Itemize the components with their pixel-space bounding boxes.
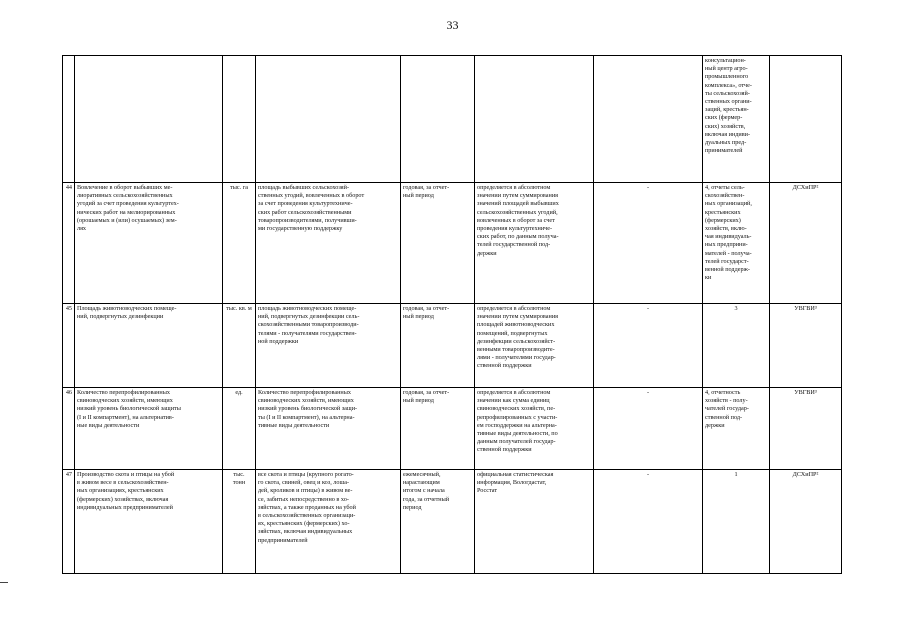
- basic-indicators: -: [594, 470, 703, 574]
- cell-period: [401, 56, 475, 183]
- responsible-body: УВГВИ³: [770, 304, 842, 388]
- indicator-definition: все скота и птицы (крупного рогато- го скота, свиней, овец и коз, лоша- дей, кроликов и птицы) в живом ве- се, забитых непосредственно в хо- зяйствах, а также проданных на убой в сельскохозяйственных организаци- ях, крестьянских (фермерских) хо- зяйствах, включая индивидуальных предпринимателей: [256, 470, 401, 574]
- indicator-table: [62, 55, 842, 574]
- cell-basic: [594, 56, 703, 183]
- unit-of-measure: тыс. тонн: [223, 470, 256, 574]
- cell-unit: [223, 56, 256, 183]
- periodicity: годовая, за отчет- ный период: [401, 183, 475, 304]
- responsible-body: ДСХиПР²: [770, 470, 842, 574]
- table-row: [63, 388, 842, 470]
- unit-of-measure: тыс. кв. м: [223, 304, 256, 388]
- table-row-continuation: [63, 56, 842, 183]
- calculation-method: определяется в абсолютном значении путем суммирования значений площадей выбывших сельскохозяйственных угодий, вовлеченных в оборот за счет проведения культуртехниче- ских работ, по данным получа- телей государственной под- держки: [475, 183, 594, 304]
- indicator-definition: площадь животноводческих помеще- ний, подвергнутых дезинфекции сель- скохозяйственными товаропроизводи- телями - получателями государствен- ной поддержки: [256, 304, 401, 388]
- unit-of-measure: тыс. га: [223, 183, 256, 304]
- indicator-name: Вовлечение в оборот выбывших ме- лиоративных сельскохозяйственных угодий за счет проведения культуртех- нических работ на мелиорированных (орошаемых и (или) осушаемых) зем- лях: [75, 183, 223, 304]
- calculation-method: определяется в абсолютном значении путем суммирования площадей животноводческих помещений, подвергнутых дезинфекции сельскохозяйст- венными товаропроизводите- лями - получателями государ- ственной поддержки: [475, 304, 594, 388]
- periodicity: годовая, за отчет- ный период: [401, 388, 475, 470]
- calculation-method: определяется в абсолютном значении как сумма единиц свиноводческих хозяйств, пе- репрофилированных с участи- ем господдержки на альтерна- тивные виды деятельности, по данным получателей государ- ственной поддержки: [475, 388, 594, 470]
- indicator-name: Количество перепрофилированных свиноводческих хозяйств, имеющих низкий уровень биологической защиты (I и II компартмент), на альтернатив- ные виды деятельности: [75, 388, 223, 470]
- cell-method: [475, 56, 594, 183]
- indicator-name: Производство скота и птицы на убой в живом весе в сельскохозяйствен- ных организациях, крестьянских (фермерских) хозяйствах, включая индивидуальных предпринимателей: [75, 470, 223, 574]
- row-number: 44: [63, 183, 75, 304]
- basic-indicators: -: [594, 304, 703, 388]
- data-source: 4, отчеты сель- скохозяйствен- ных организаций, крестьянских (фермерских) хозяйств, вклю- чая индивидуаль- ных предприни- мателей - получа- телей государст- венной поддерж- ки: [703, 183, 770, 304]
- cell-definition: [256, 56, 401, 183]
- table-row: [63, 304, 842, 388]
- responsible-body: УВГВИ³: [770, 388, 842, 470]
- table-row: [63, 470, 842, 574]
- row-number: 45: [63, 304, 75, 388]
- cell-name: [75, 56, 223, 183]
- cell-num: [63, 56, 75, 183]
- responsible-body: ДСХиПР²: [770, 183, 842, 304]
- basic-indicators: -: [594, 388, 703, 470]
- row-number: 46: [63, 388, 75, 470]
- page-number: 33: [446, 18, 459, 32]
- indicator-definition: Количество перепрофилированных свиноводческих хозяйств, имеющих низкий уровень биологической защи- ты (I и II компартмент), на альтерна- тивные виды деятельности: [256, 388, 401, 470]
- cell-source: консультацион- ный центр агро- промышленного комплекса», отче- ты сельскохозяй- ственных органи- заций, крестьян- ских (фермер- ских) хозяйств, включая индиви- дуальных пред- принимателей: [703, 56, 770, 183]
- calculation-method: официальная статистическая информация, Вологдастат, Росстат: [475, 470, 594, 574]
- indicator-definition: площадь выбывших сельскохозяй- ственных угодий, вовлеченных в оборот за счет проведения культуртехниче- ских работ сельскохозяйственными товаропроизводителями, получивши- ми государственную поддержку: [256, 183, 401, 304]
- basic-indicators: -: [594, 183, 703, 304]
- data-source: 1: [703, 470, 770, 574]
- cell-responsible: [770, 56, 842, 183]
- table-row: [63, 183, 842, 304]
- periodicity: годовая, за отчет- ный период: [401, 304, 475, 388]
- unit-of-measure: ед.: [223, 388, 256, 470]
- periodicity: ежемесячный, нарастающим итогом с начала года, за отчетный период: [401, 470, 475, 574]
- data-source: 4, отчетность хозяйств - полу- чателей государ- ственной под- держки: [703, 388, 770, 470]
- indicator-name: Площадь животноводческих помеще- ний, подвергнутых дезинфекции: [75, 304, 223, 388]
- row-number: 47: [63, 470, 75, 574]
- data-source: 3: [703, 304, 770, 388]
- margin-mark: [0, 582, 8, 583]
